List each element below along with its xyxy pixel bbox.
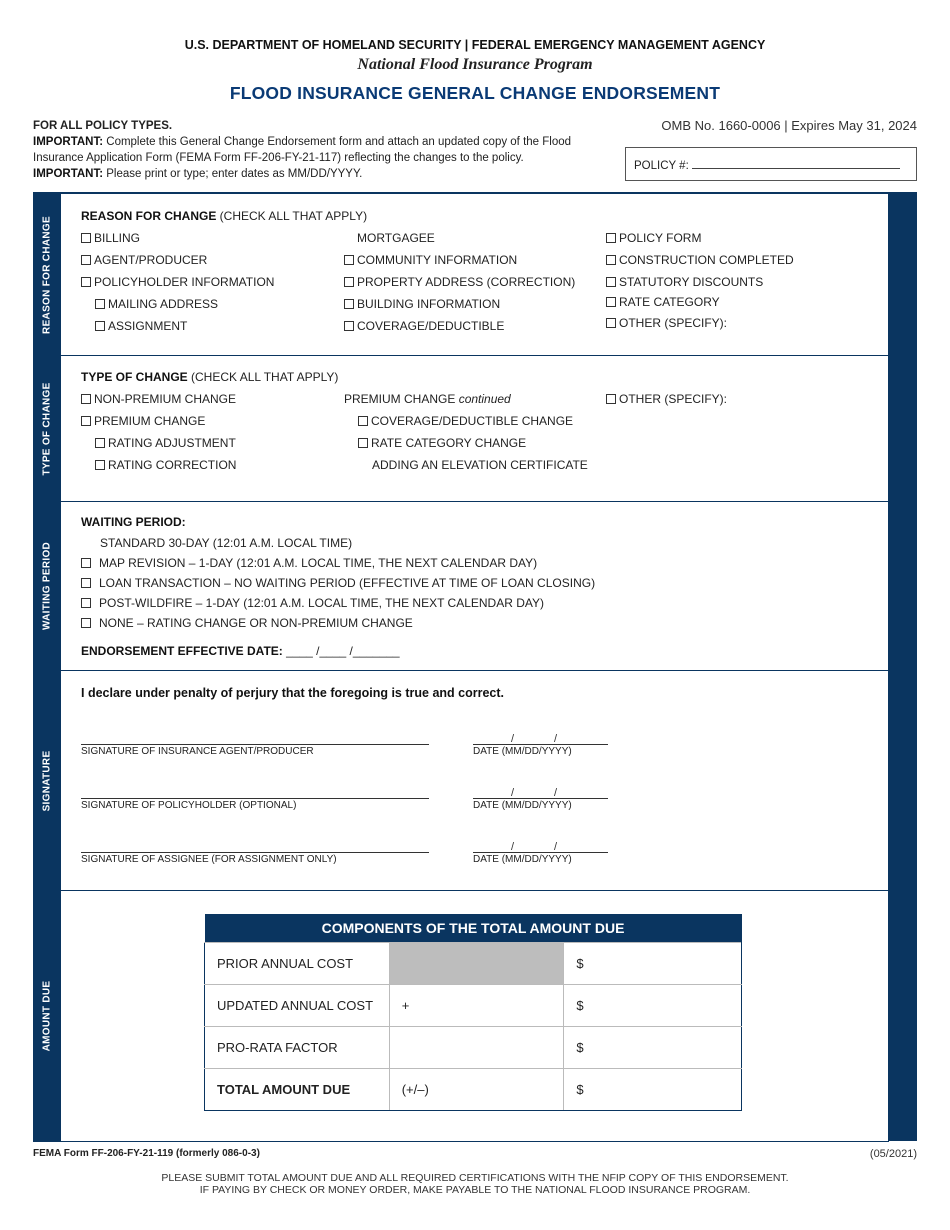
date-slash: /	[511, 841, 515, 853]
checkbox-icon[interactable]	[358, 438, 368, 448]
checkbox-policyholder-info[interactable]: POLICYHOLDER INFORMATION	[81, 275, 274, 289]
policy-number-label: POLICY #:	[634, 160, 689, 172]
type-section	[33, 356, 889, 502]
amount-due-table	[204, 914, 742, 1111]
important-note-1: IMPORTANT: Complete this General Change Endorsement form and attach an updated copy of the Flood Insurance Application Form (FEMA Form FF-206-FY-21-117) reflecting the changes to the policy.	[33, 136, 572, 164]
checkbox-rating-correction[interactable]: RATING CORRECTION	[95, 458, 236, 472]
elevation-certificate-label: ADDING AN ELEVATION CERTIFICATE	[372, 458, 588, 472]
reason-heading: REASON FOR CHANGE (CHECK ALL THAT APPLY)	[81, 209, 368, 223]
table-row	[205, 1026, 742, 1068]
right-margin-bar	[888, 193, 917, 1141]
waiting-heading: WAITING PERIOD:	[81, 515, 186, 529]
agent-signature-line[interactable]	[81, 744, 429, 745]
row-operator	[389, 942, 564, 984]
prior-annual-cost-input[interactable]: $	[564, 942, 742, 984]
form-date: (05/2021)	[869, 1148, 917, 1160]
date-slash: /	[511, 733, 515, 745]
agent-date-line[interactable]	[473, 744, 608, 745]
table-row	[205, 942, 742, 984]
checkbox-icon[interactable]	[81, 416, 91, 426]
policyholder-date-line[interactable]	[473, 798, 608, 799]
submission-note-line-1: PLEASE SUBMIT TOTAL AMOUNT DUE AND ALL REQUIRED CERTIFICATIONS WITH THE NFIP COPY OF THIS ENDORSEMENT.	[161, 1172, 789, 1184]
submission-note-line-2: IF PAYING BY CHECK OR MONEY ORDER, MAKE PAYABLE TO THE NATIONAL FLOOD INSURANCE PROGRAM.	[199, 1184, 751, 1196]
omb-number: OMB No. 1660-0006 | Expires May 31, 2024	[661, 118, 917, 133]
checkbox-construction-completed[interactable]: CONSTRUCTION COMPLETED	[606, 253, 794, 267]
pro-rata-factor-input[interactable]: $	[564, 1026, 742, 1068]
effective-date-field[interactable]: ENDORSEMENT EFFECTIVE DATE: ____ /____ /_______	[81, 644, 400, 658]
date-slash: /	[554, 733, 558, 745]
checkbox-icon[interactable]	[344, 299, 354, 309]
checkbox-icon[interactable]	[606, 297, 616, 307]
assignee-date-line[interactable]	[473, 852, 608, 853]
checkbox-billing[interactable]: BILLING	[81, 231, 140, 245]
policyholder-date-label: DATE (MM/DD/YYYY)	[473, 800, 572, 811]
agent-date-label: DATE (MM/DD/YYYY)	[473, 746, 572, 757]
table-row	[205, 984, 742, 1026]
checkbox-rate-category[interactable]: RATE CATEGORY	[606, 295, 720, 309]
assignee-signature-line[interactable]	[81, 852, 429, 853]
checkbox-icon[interactable]	[81, 598, 91, 608]
checkbox-icon[interactable]	[81, 255, 91, 265]
checkbox-property-address[interactable]: PROPERTY ADDRESS (CORRECTION)	[344, 275, 575, 289]
intro-text	[33, 118, 593, 182]
checkbox-icon[interactable]	[606, 233, 616, 243]
row-label: UPDATED ANNUAL COST	[205, 984, 390, 1026]
date-slash: /	[511, 787, 515, 799]
checkbox-statutory-discounts[interactable]: STATUTORY DISCOUNTS	[606, 275, 763, 289]
table-row	[205, 1068, 742, 1110]
checkbox-icon[interactable]	[344, 321, 354, 331]
policy-types-line: FOR ALL POLICY TYPES.	[33, 120, 173, 132]
checkbox-icon[interactable]	[81, 578, 91, 588]
checkbox-icon[interactable]	[81, 618, 91, 628]
checkbox-icon[interactable]	[95, 438, 105, 448]
program-name: National Flood Insurance Program	[357, 56, 593, 73]
checkbox-mailing-address[interactable]: MAILING ADDRESS	[95, 297, 218, 311]
submission-note	[0, 1172, 950, 1196]
checkbox-non-premium[interactable]: NON-PREMIUM CHANGE	[81, 392, 236, 406]
amount-side-label: AMOUNT DUE	[33, 891, 61, 1141]
checkbox-icon[interactable]	[358, 416, 368, 426]
mortgagee-label: MORTGAGEE	[357, 231, 435, 245]
checkbox-other-reason[interactable]: OTHER (SPECIFY):	[606, 316, 727, 330]
checkbox-icon[interactable]	[606, 394, 616, 404]
policyholder-signature-line[interactable]	[81, 798, 429, 799]
type-side-label: TYPE OF CHANGE	[33, 356, 61, 501]
checkbox-post-wildfire[interactable]: POST-WILDFIRE – 1-DAY (12:01 A.M. LOCAL TIME, THE NEXT CALENDAR DAY)	[81, 596, 544, 610]
checkbox-icon[interactable]	[81, 277, 91, 287]
updated-annual-cost-input[interactable]: $	[564, 984, 742, 1026]
row-label: TOTAL AMOUNT DUE	[205, 1068, 390, 1110]
checkbox-coverage-deductible-change[interactable]: COVERAGE/DEDUCTIBLE CHANGE	[358, 414, 573, 428]
reason-side-label: REASON FOR CHANGE	[33, 194, 61, 355]
important-note-2: IMPORTANT: Please print or type; enter dates as MM/DD/YYYY.	[33, 168, 363, 180]
policy-number-field[interactable]	[625, 147, 917, 181]
date-slash: /	[554, 841, 558, 853]
checkbox-icon[interactable]	[344, 255, 354, 265]
checkbox-icon[interactable]	[606, 318, 616, 328]
amount-table-title: COMPONENTS OF THE TOTAL AMOUNT DUE	[205, 914, 742, 942]
checkbox-icon[interactable]	[95, 460, 105, 470]
total-amount-due-input[interactable]: $	[564, 1068, 742, 1110]
row-operator: (+/–)	[389, 1068, 564, 1110]
checkbox-premium[interactable]: PREMIUM CHANGE	[81, 414, 205, 428]
policyholder-signature-label: SIGNATURE OF POLICYHOLDER (OPTIONAL)	[81, 800, 297, 811]
checkbox-icon[interactable]	[606, 255, 616, 265]
checkbox-none[interactable]: NONE – RATING CHANGE OR NON-PREMIUM CHANGE	[81, 616, 413, 630]
signature-side-label: SIGNATURE	[33, 671, 61, 890]
checkbox-icon[interactable]	[95, 321, 105, 331]
waiting-side-label: WAITING PERIOD	[33, 502, 61, 670]
checkbox-icon[interactable]	[606, 277, 616, 287]
assignee-date-label: DATE (MM/DD/YYYY)	[473, 854, 572, 865]
checkbox-community-info[interactable]: COMMUNITY INFORMATION	[344, 253, 517, 267]
checkbox-coverage-deductible[interactable]: COVERAGE/DEDUCTIBLE	[344, 319, 504, 333]
perjury-declaration: I declare under penalty of perjury that the foregoing is true and correct.	[81, 686, 504, 700]
checkbox-icon[interactable]	[81, 233, 91, 243]
checkbox-assignment[interactable]: ASSIGNMENT	[95, 319, 187, 333]
waiting-section	[33, 502, 889, 671]
waiting-standard: STANDARD 30-DAY (12:01 A.M. LOCAL TIME)	[100, 536, 353, 550]
row-label: PRO-RATA FACTOR	[205, 1026, 390, 1068]
checkbox-rate-category-change[interactable]: RATE CATEGORY CHANGE	[358, 436, 526, 450]
type-heading: TYPE OF CHANGE (CHECK ALL THAT APPLY)	[81, 370, 339, 384]
row-label: PRIOR ANNUAL COST	[205, 942, 390, 984]
checkbox-loan-transaction[interactable]: LOAN TRANSACTION – NO WAITING PERIOD (EFFECTIVE AT TIME OF LOAN CLOSING)	[81, 576, 595, 590]
form-number: FEMA Form FF-206-FY-21-119 (formerly 086-0-3)	[33, 1148, 260, 1159]
row-operator	[389, 1026, 564, 1068]
checkbox-map-revision[interactable]: MAP REVISION – 1-DAY (12:01 A.M. LOCAL TIME, THE NEXT CALENDAR DAY)	[81, 556, 537, 570]
checkbox-icon[interactable]	[95, 299, 105, 309]
checkbox-agent-producer[interactable]: AGENT/PRODUCER	[81, 253, 207, 267]
signature-section	[33, 671, 889, 891]
checkbox-icon[interactable]	[81, 558, 91, 568]
reason-section	[33, 194, 889, 356]
date-slash: /	[554, 787, 558, 799]
amount-section	[33, 891, 889, 1142]
checkbox-other-type[interactable]: OTHER (SPECIFY):	[606, 392, 727, 406]
policy-number-line[interactable]	[692, 160, 900, 169]
checkbox-building-info[interactable]: BUILDING INFORMATION	[344, 297, 500, 311]
row-operator: +	[389, 984, 564, 1026]
checkbox-icon[interactable]	[344, 277, 354, 287]
agent-signature-label: SIGNATURE OF INSURANCE AGENT/PRODUCER	[81, 746, 314, 757]
checkbox-rating-adjustment[interactable]: RATING ADJUSTMENT	[95, 436, 236, 450]
checkbox-policy-form[interactable]: POLICY FORM	[606, 231, 701, 245]
agency-header: U.S. DEPARTMENT OF HOMELAND SECURITY | FEDERAL EMERGENCY MANAGEMENT AGENCY	[184, 38, 766, 52]
checkbox-icon[interactable]	[81, 394, 91, 404]
form-title: FLOOD INSURANCE GENERAL CHANGE ENDORSEMENT	[229, 83, 721, 103]
premium-continued-label: PREMIUM CHANGE continued	[344, 392, 511, 406]
assignee-signature-label: SIGNATURE OF ASSIGNEE (FOR ASSIGNMENT ONLY)	[81, 854, 337, 865]
